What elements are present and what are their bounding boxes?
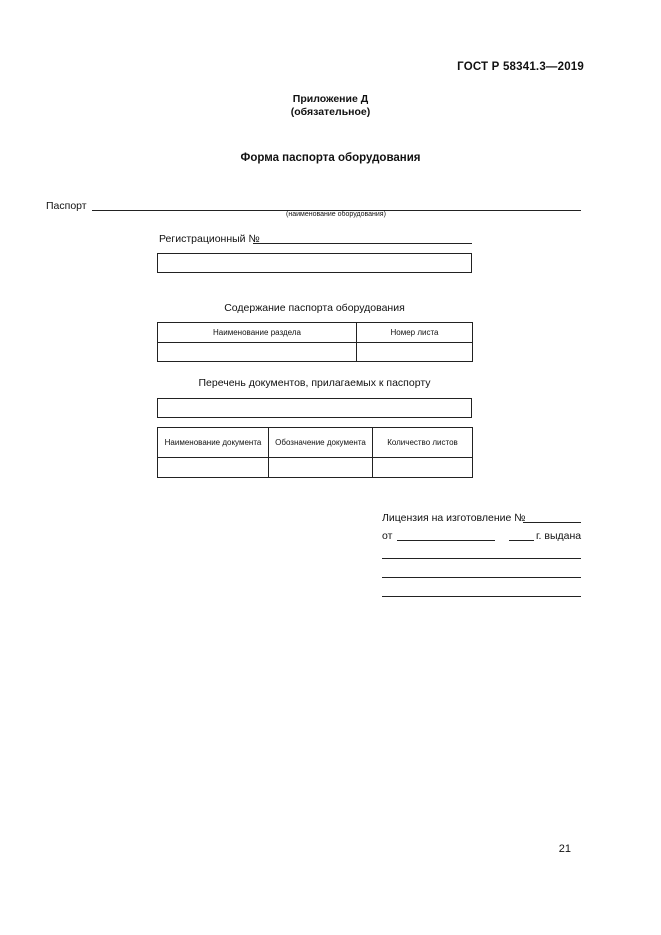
contents-col-sheet: Номер листа <box>357 323 473 343</box>
passport-label: Паспорт <box>46 200 87 212</box>
license-year-line[interactable] <box>509 540 534 541</box>
contents-col-section: Наименование раздела <box>158 323 357 343</box>
license-number-line[interactable] <box>523 522 581 523</box>
documents-cell-sheets[interactable] <box>373 458 473 478</box>
documents-title: Перечень документов, прилагаемых к паспорту <box>198 377 431 389</box>
documents-cell-designation[interactable] <box>269 458 373 478</box>
registration-number-line[interactable] <box>253 243 472 244</box>
documents-col-sheets: Количество листов <box>373 428 473 458</box>
appendix-title: Приложение Д <box>292 93 369 105</box>
license-label: Лицензия на изготовление № <box>382 512 526 524</box>
passport-name-caption: (наименование оборудования) <box>286 211 386 218</box>
license-issuer-line-2[interactable] <box>382 577 581 578</box>
appendix-status: (обязательное) <box>290 106 371 118</box>
license-issued-label: г. выдана <box>536 530 582 542</box>
documents-col-designation: Обозначение документа <box>269 428 373 458</box>
contents-title: Содержание паспорта оборудования <box>224 302 405 314</box>
standard-designation: ГОСТ Р 58341.3—2019 <box>457 61 584 73</box>
registration-label: Регистрационный № <box>159 233 260 245</box>
documents-table <box>157 427 473 478</box>
documents-cell-name[interactable] <box>158 458 269 478</box>
registration-box[interactable] <box>157 253 472 273</box>
page-number: 21 <box>558 843 571 855</box>
license-issuer-line-3[interactable] <box>382 596 581 597</box>
documents-box[interactable] <box>157 398 472 418</box>
license-from-label: от <box>382 530 393 542</box>
license-date-line[interactable] <box>397 540 495 541</box>
documents-col-name: Наименование документа <box>158 428 269 458</box>
contents-cell-sheet[interactable] <box>357 343 473 362</box>
license-issuer-line-1[interactable] <box>382 558 581 559</box>
contents-table <box>157 322 473 362</box>
contents-cell-section[interactable] <box>158 343 357 362</box>
form-title: Форма паспорта оборудования <box>240 152 421 164</box>
